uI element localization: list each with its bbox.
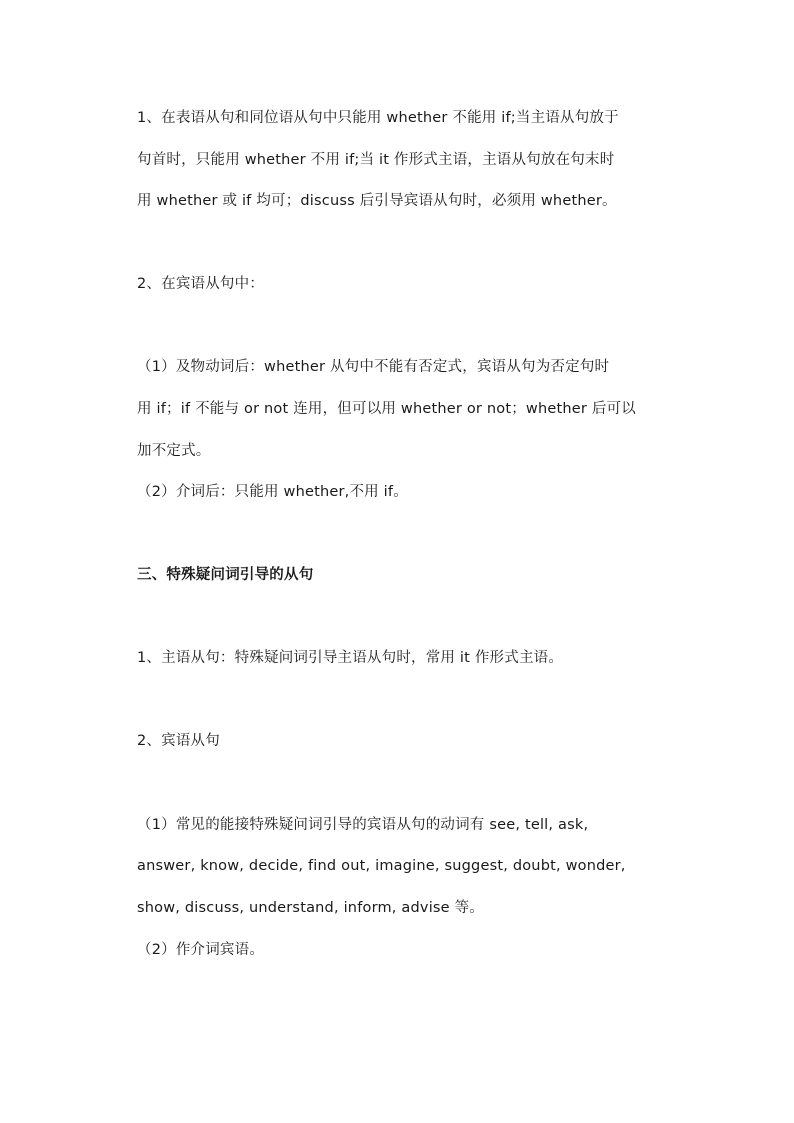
paragraph-1-line-2: 句首时，只能用 whether 不用 if;当 it 作形式主语，主语从句放在句末时 [137, 152, 615, 168]
paragraph-1-line-3: 用 whether 或 if 均可；discuss 后引导宾语从句时，必须用 whether。 [137, 193, 617, 209]
paragraph-1-line-1: 1、在表语从句和同位语从句中只能用 whether 不能用 if;当主语从句放于 [137, 110, 619, 126]
paragraph-7-line-3: show, discuss, understand, inform, advise 等。 [137, 900, 485, 916]
paragraph-8: （2）作介词宾语。 [137, 942, 265, 958]
paragraph-7-line-2: answer, know, decide, find out, imagine, suggest, doubt, wonder, [137, 858, 626, 874]
paragraph-7-line-1: （1）常见的能接特殊疑问词引导的宾语从句的动词有 see, tell, ask, [137, 817, 589, 833]
paragraph-3-line-2: 用 if；if 不能与 or not 连用，但可以用 whether or not；whether 后可以 [137, 401, 636, 417]
paragraph-3-line-3: 加不定式。 [137, 443, 211, 459]
paragraph-4: （2）介词后：只能用 whether,不用 if。 [137, 484, 408, 500]
paragraph-6: 2、宾语从句 [137, 733, 220, 749]
paragraph-2: 2、在宾语从句中： [137, 276, 265, 292]
paragraph-5: 1、主语从句：特殊疑问词引导主语从句时，常用 it 作形式主语。 [137, 650, 564, 666]
paragraph-3-line-1: （1）及物动词后：whether 从句中不能有否定式，宾语从句为否定句时 [137, 359, 610, 375]
section-heading: 三、特殊疑问词引导的从句 [137, 567, 314, 583]
